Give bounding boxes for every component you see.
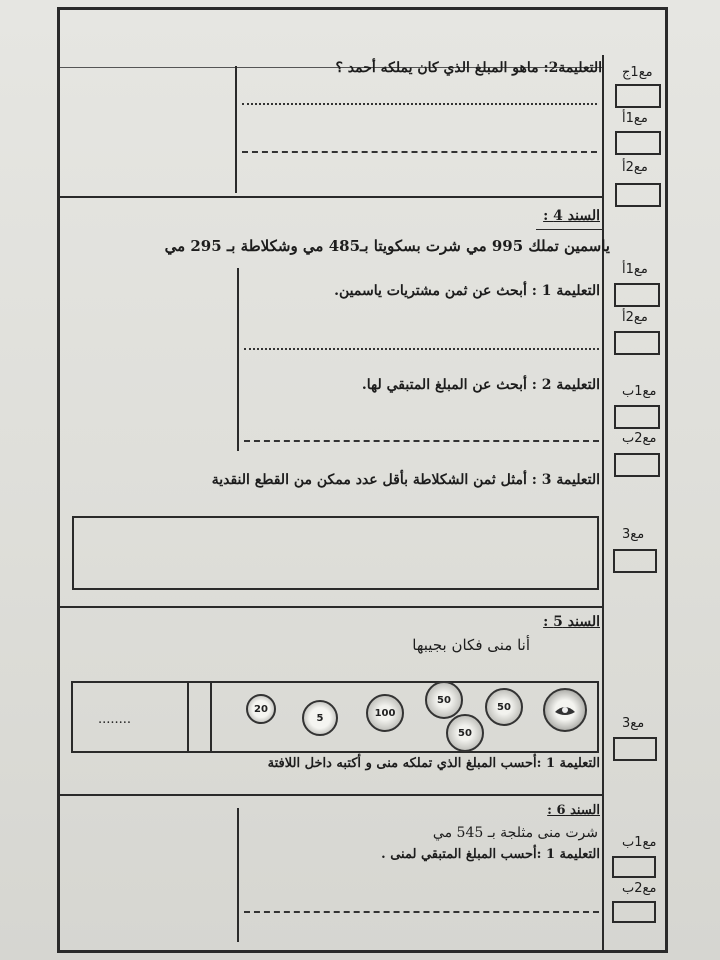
- score-box[interactable]: [615, 183, 661, 207]
- answer-area-divider-top: [235, 66, 237, 193]
- answer-line[interactable]: [244, 348, 599, 350]
- label-box-divider: [187, 683, 189, 751]
- answer-line[interactable]: [244, 440, 599, 442]
- answer-line[interactable]: [242, 103, 597, 105]
- score-box[interactable]: [612, 901, 656, 923]
- criterion-label: مع1أ: [622, 262, 648, 277]
- heading-underline: [536, 229, 602, 230]
- sanad-5-statement: أنا منى فكان بجيبها: [412, 636, 530, 654]
- section-divider: [60, 794, 602, 796]
- criterion-label: مع2ب: [622, 431, 657, 446]
- coin-value: 5: [316, 712, 324, 724]
- criterion-label: مع2ب: [622, 881, 657, 896]
- label-answer-dots[interactable]: ........: [98, 712, 132, 727]
- coin-50: [425, 681, 463, 719]
- task-3: التعليمة 3 : أمثل ثمن الشكلاطة بأقل عدد ممكن من القطع النقدية: [211, 472, 600, 488]
- criterion-label: مع3: [622, 527, 645, 542]
- coin-100: [366, 694, 404, 732]
- criterion-label: مع1أ: [622, 111, 648, 126]
- coin-value: 100: [374, 707, 396, 719]
- criterion-label: مع3: [622, 716, 645, 731]
- sanad-6-heading: السند 6 :: [547, 803, 600, 818]
- margin-separator: [602, 55, 604, 950]
- answer-area-divider: [237, 808, 239, 942]
- coin-value: 50: [437, 694, 451, 706]
- criterion-label: مع1ج: [622, 65, 653, 80]
- score-box[interactable]: [612, 856, 656, 878]
- coin-50: [446, 714, 484, 752]
- coin-value: 50: [458, 727, 472, 739]
- section-divider: [60, 196, 602, 198]
- score-box[interactable]: [613, 549, 657, 573]
- coin-50: [485, 688, 523, 726]
- banknote-emblem-icon: [543, 688, 587, 732]
- answer-area-divider: [237, 268, 239, 451]
- criterion-label: مع1ب: [622, 384, 657, 399]
- coin-5: [302, 700, 338, 736]
- task-1-sanad-6: التعليمة 1 :أحسب المبلغ المتبقي لمنى .: [381, 847, 600, 862]
- task-1: التعليمة 1 : أبحث عن ثمن مشتريات ياسمين.: [334, 283, 600, 299]
- answer-line[interactable]: [244, 911, 599, 913]
- section-divider: [60, 606, 602, 608]
- score-box[interactable]: [614, 405, 660, 429]
- label-box-divider: [210, 683, 212, 751]
- task-3-answer-box[interactable]: [72, 516, 599, 590]
- criterion-label: مع2أ: [622, 160, 648, 175]
- score-box[interactable]: [613, 737, 657, 761]
- coin-value: 50: [497, 701, 511, 713]
- score-box[interactable]: [615, 131, 661, 155]
- sanad-5-heading: السند 5 :: [543, 614, 600, 630]
- score-box[interactable]: [614, 331, 660, 355]
- task-2-previous: التعليمة2: ماهو المبلغ الذي كان يملكه أحمد ؟: [335, 60, 602, 76]
- task-1-sanad-5: التعليمة 1 :أحسب المبلغ الذي تملكه منى و أكتبه داخل اللافتة: [267, 756, 600, 771]
- task-2: التعليمة 2 : أبحث عن المبلغ المتبقي لها.: [361, 377, 600, 393]
- sanad-6-statement: شرت منى مثلجة بـ 545 مي: [432, 825, 598, 841]
- sanad-4-statement: ياسمين تملك 995 مي شرت بسكويتا بـ485 مي وشكلاطة بـ 295 مي: [164, 237, 610, 255]
- sanad-4-heading: السند 4 :: [543, 208, 600, 224]
- score-box[interactable]: [614, 283, 660, 307]
- coin-value: 20: [254, 703, 268, 715]
- coin-20: [246, 694, 276, 724]
- criterion-label: مع1ب: [622, 835, 657, 850]
- score-box[interactable]: [614, 453, 660, 477]
- criterion-label: مع2أ: [622, 310, 648, 325]
- score-box[interactable]: [615, 84, 661, 108]
- answer-line[interactable]: [242, 151, 597, 153]
